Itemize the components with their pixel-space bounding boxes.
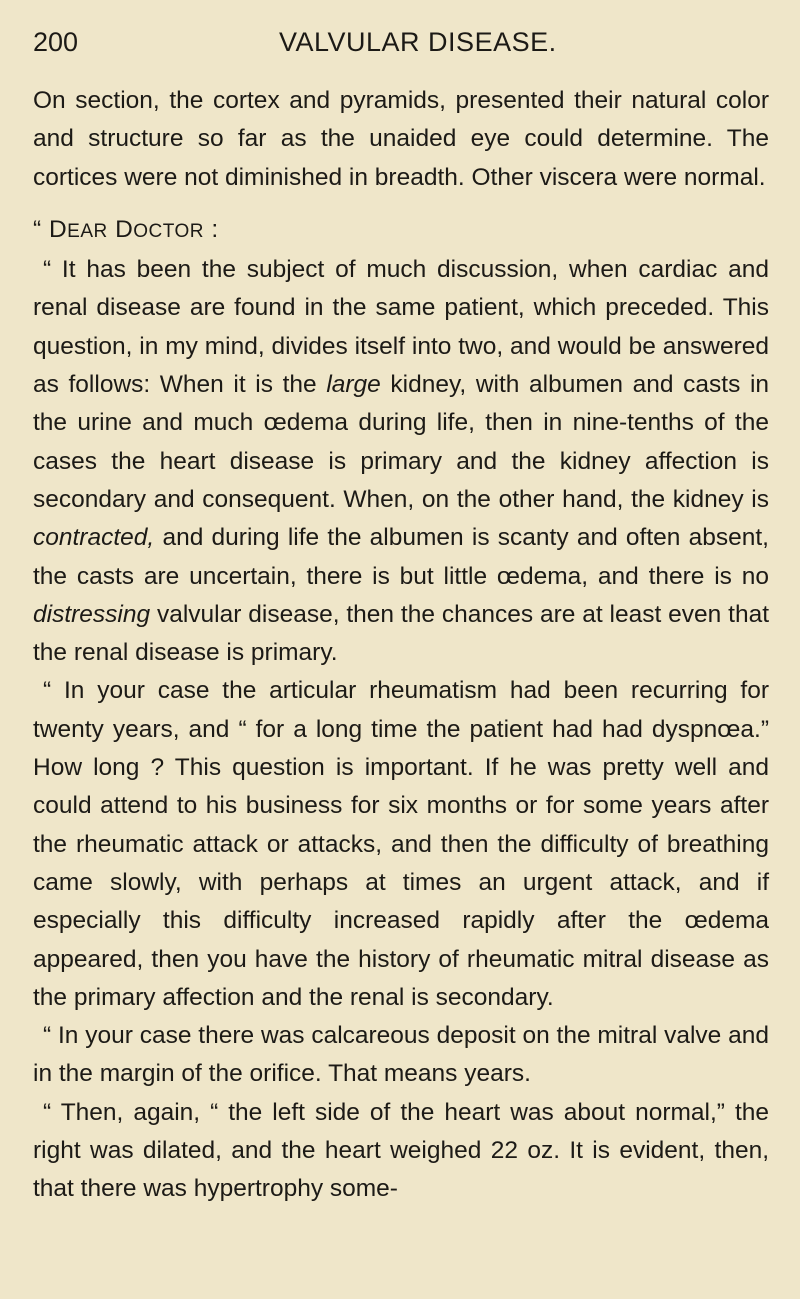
salutation-dr-cap: D bbox=[115, 215, 134, 243]
salutation-open-quote: “ bbox=[33, 215, 49, 243]
p2-text-b: kidney, with albumen and casts in the urine and much œdema during life, then in nine-tenths of the cases the heart disease is primary and the kidney affection is secondary and consequent. When, on the other hand, the kidney is bbox=[33, 371, 770, 513]
p2-emphasis-large: large bbox=[326, 371, 381, 399]
book-page bbox=[33, 22, 769, 1209]
p2-text-a: “ It has been the subject of much discussion, when cardiac and renal disease are found in the same patient, which preceded. This question, in my mind, divides itself into two, and would be answered as follows: When it is the bbox=[33, 256, 769, 399]
body-text bbox=[33, 82, 769, 1209]
p2-text-d: valvular disease, then the chances are at least even that the renal disease is primary. bbox=[33, 600, 769, 667]
p2-emphasis-contracted: contracted, bbox=[33, 524, 155, 552]
paragraph-cardiac-renal bbox=[33, 251, 769, 672]
letter-salutation bbox=[33, 211, 769, 251]
paragraph-calcareous-deposit: “ In your case there was calcareous deposit on the mitral valve and in the margin of the orifice. That means years. bbox=[33, 1022, 769, 1088]
paragraph-rheumatism: “ In your case the articular rheumatism had been recurring for twenty years, and “ for a long time the patient had had dyspnœa.” How long ? This question is important. If he was pretty well and could attend to his business for six months or for some years after the rheumatic attack or attacks, and then the difficulty of breathing came slowly, with perhaps at times an urgent attack, and if especially this difficulty increased rapidly after the œdema appeared, then you have the history of rheumatic mitral disease as the primary affection and the renal is secondary. bbox=[33, 677, 769, 1011]
page-header bbox=[33, 22, 769, 62]
page-number: 200 bbox=[33, 27, 79, 57]
p2-emphasis-distressing: distressing bbox=[33, 600, 151, 628]
salutation-d-rest: EAR bbox=[67, 220, 108, 242]
p2-text-c: and during life the albumen is scanty and often absent, the casts are uncertain, there is but little œdema, and there is no bbox=[33, 524, 769, 590]
salutation-d-cap: D bbox=[48, 215, 68, 243]
paragraph-section-findings: On section, the cortex and pyramids, presented their natural color and structure so far as the unaided eye could determine. The cortices were not diminished in breadth. Other viscera were normal. bbox=[33, 87, 769, 191]
salutation-space bbox=[108, 216, 115, 243]
salutation-dr-rest: OCTOR bbox=[133, 220, 205, 242]
paragraph-heart-weight: “ Then, again, “ the left side of the heart was about normal,” the right was dilated, and the heart weighed 22 oz. It is evident, then, that there was hypertrophy some- bbox=[33, 1098, 769, 1203]
salutation-colon: : bbox=[204, 215, 219, 243]
running-head: VALVULAR DISEASE. bbox=[279, 27, 557, 57]
